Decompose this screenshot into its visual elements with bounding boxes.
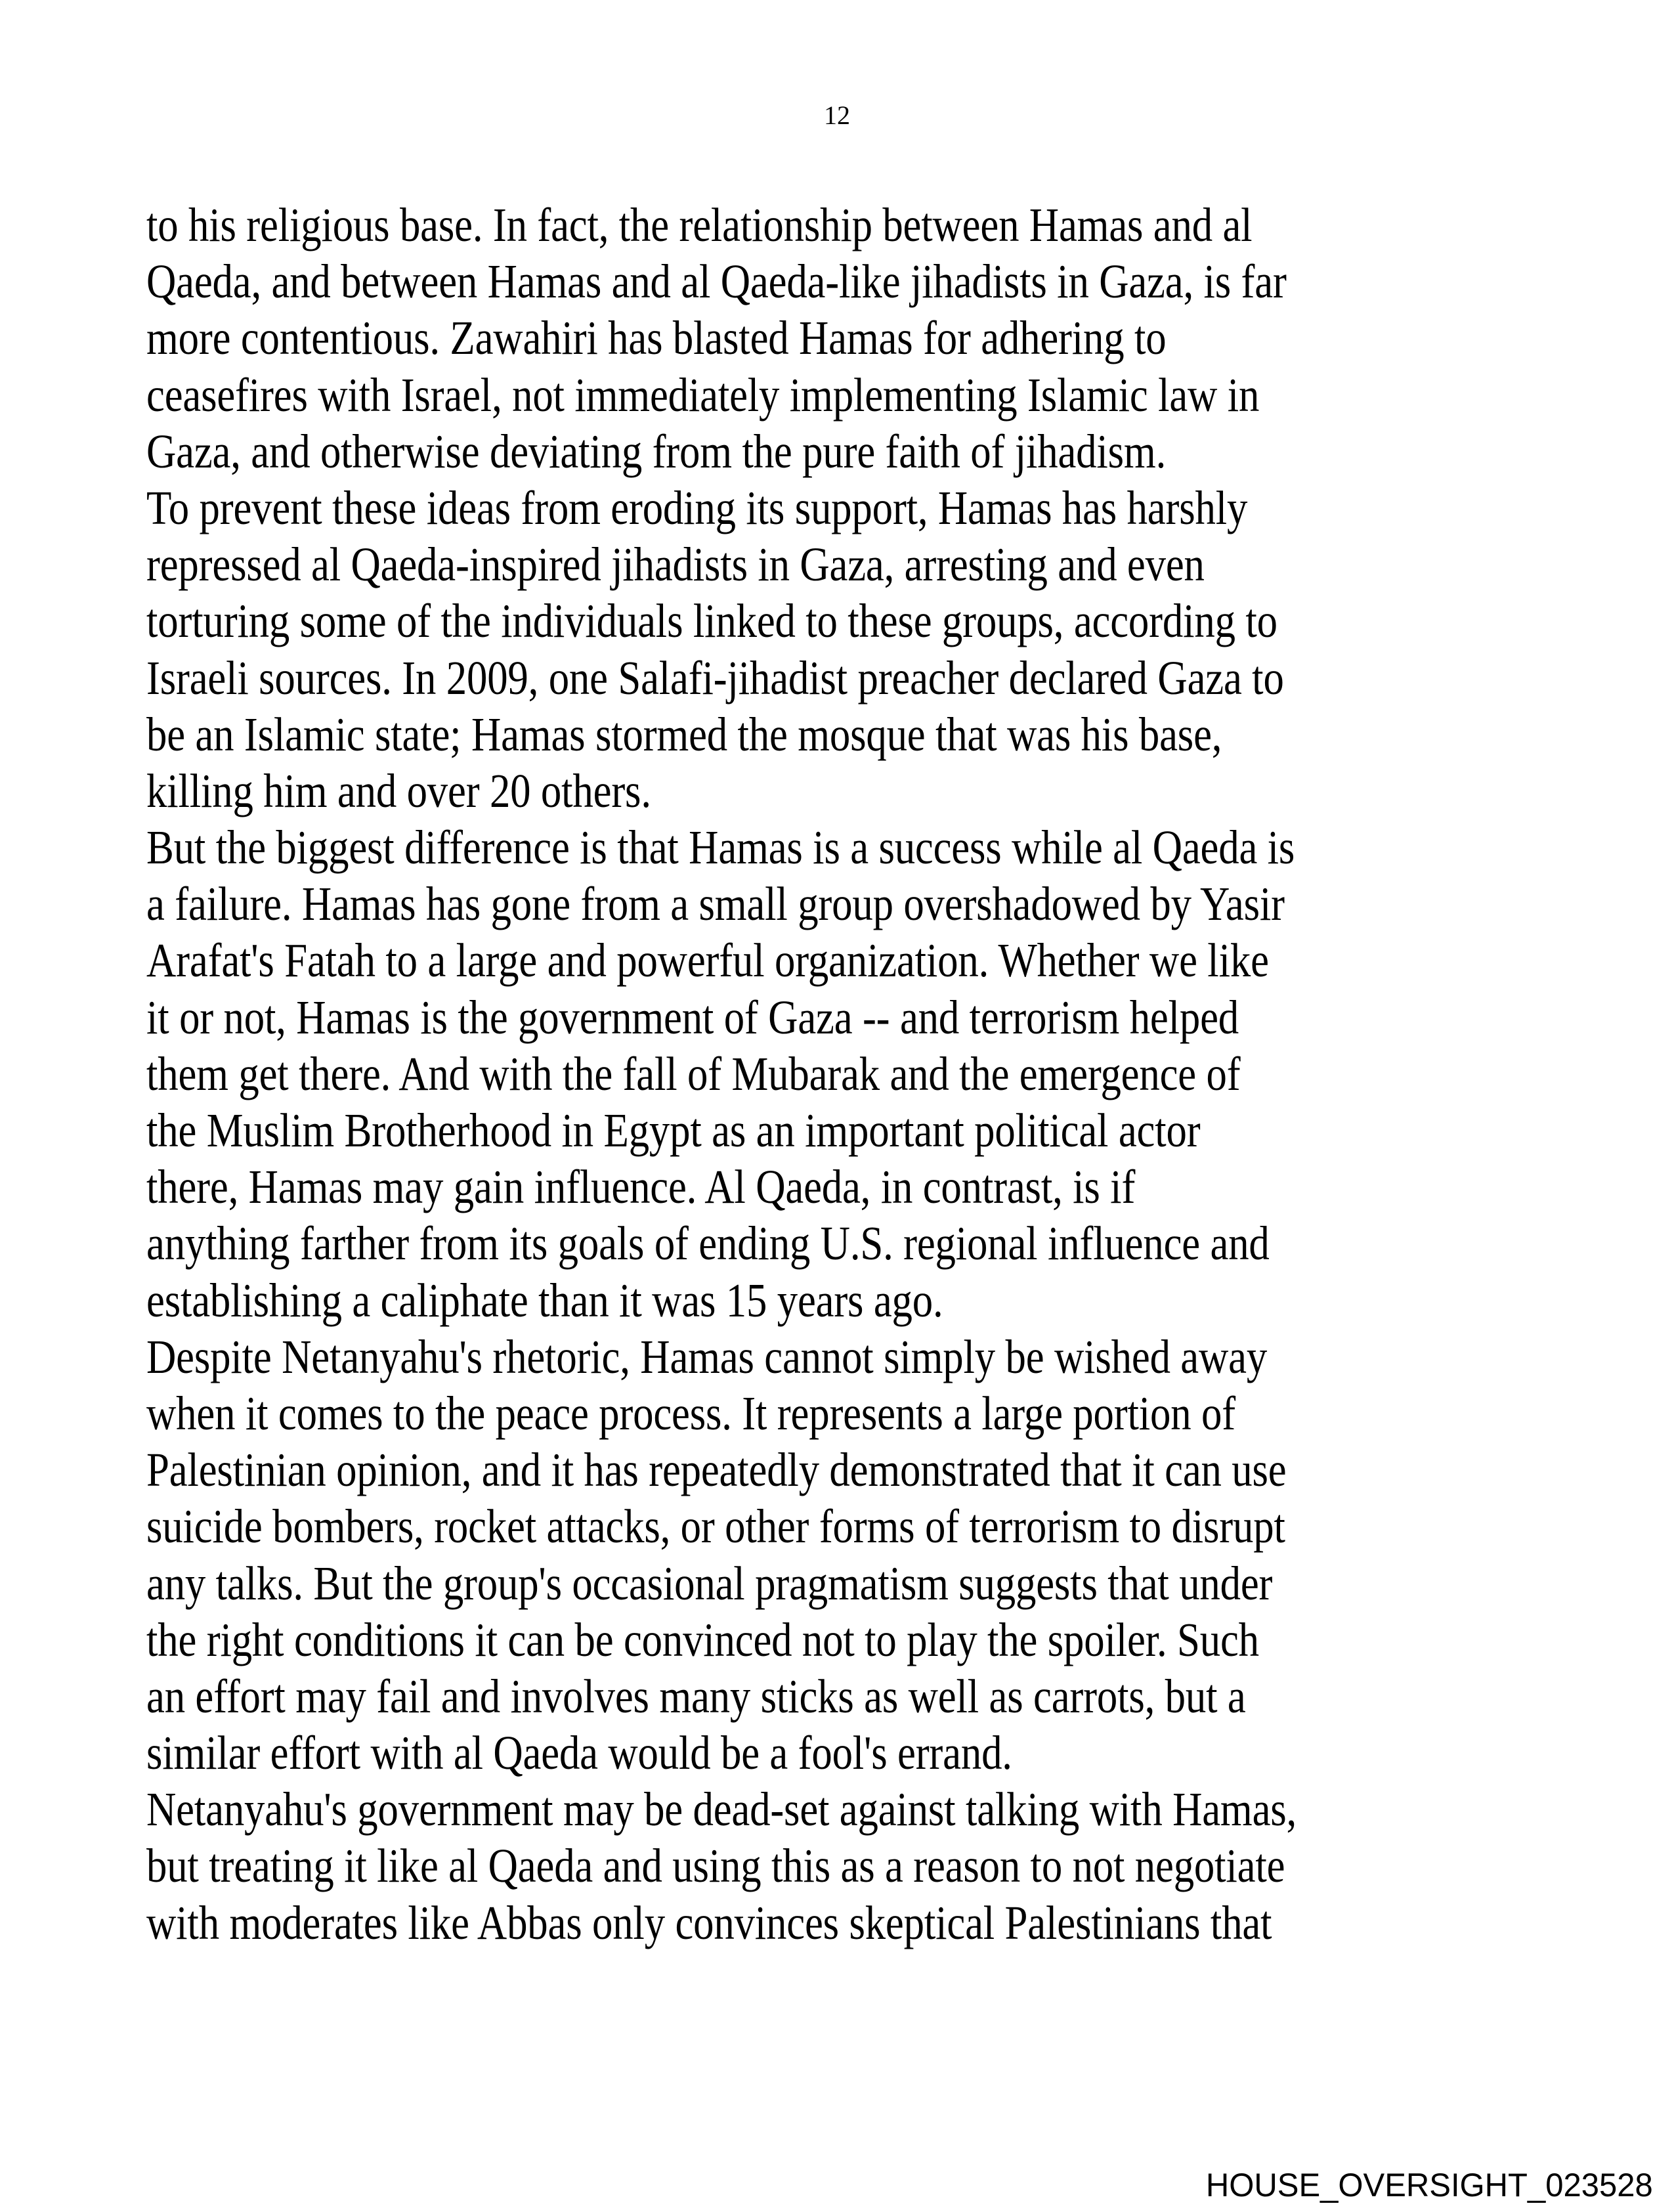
text-line: there, Hamas may gain influence. Al Qaeda, in contrast, is if	[146, 1160, 1136, 1214]
paragraph-4	[146, 1329, 1558, 1782]
text-line: ceasefires with Israel, not immediately implementing Islamic law in	[146, 368, 1260, 422]
text-line: an effort may fail and involves many sticks as well as carrots, but a	[146, 1669, 1246, 1723]
text-line: anything farther from its goals of ending U.S. regional influence and	[146, 1217, 1270, 1270]
text-line: Israeli sources. In 2009, one Salafi-jihadist preacher declared Gaza to	[146, 651, 1284, 705]
text-line: more contentious. Zawahiri has blasted Hamas for adhering to	[146, 311, 1167, 365]
text-line: Palestinian opinion, and it has repeatedly demonstrated that it can use	[146, 1443, 1287, 1497]
text-line: to his religious base. In fact, the relationship between Hamas and al	[146, 198, 1253, 251]
text-line: torturing some of the individuals linked to these groups, according to	[146, 594, 1277, 648]
text-line: Gaza, and otherwise deviating from the pure faith of jihadism.	[146, 424, 1167, 478]
text-line: But the biggest difference is that Hamas is a success while al Qaeda is	[146, 821, 1295, 875]
text-line: the Muslim Brotherhood in Egypt as an important political actor	[146, 1104, 1201, 1157]
bates-stamp: HOUSE_OVERSIGHT_023528	[1206, 2167, 1653, 2203]
text-line: it or not, Hamas is the government of Gaza -- and terrorism helped	[146, 990, 1239, 1044]
text-line: the right conditions it can be convinced not to play the spoiler. Such	[146, 1613, 1259, 1666]
text-line: but treating it like al Qaeda and using this as a reason to not negotiate	[146, 1839, 1285, 1893]
text-line: Qaeda, and between Hamas and al Qaeda-like jihadists in Gaza, is far	[146, 255, 1287, 309]
text-line: Despite Netanyahu's rhetoric, Hamas cannot simply be wished away	[146, 1330, 1268, 1383]
text-line: Netanyahu's government may be dead-set against talking with Hamas,	[146, 1783, 1297, 1836]
text-line: To prevent these ideas from eroding its support, Hamas has harshly	[146, 481, 1248, 534]
paragraph-3	[146, 819, 1558, 1329]
paragraph-2	[146, 480, 1558, 819]
body-text	[146, 197, 1558, 1951]
text-line: a failure. Hamas has gone from a small group overshadowed by Yasir	[146, 877, 1285, 931]
text-line: repressed al Qaeda-inspired jihadists in Gaza, arresting and even	[146, 538, 1205, 592]
text-line: with moderates like Abbas only convinces skeptical Palestinians that	[146, 1896, 1272, 1949]
text-line: any talks. But the group's occasional pragmatism suggests that under	[146, 1556, 1273, 1610]
text-line: be an Islamic state; Hamas stormed the mosque that was his base,	[146, 707, 1222, 761]
text-line: when it comes to the peace process. It represents a large portion of	[146, 1386, 1235, 1440]
text-line: establishing a caliphate than it was 15 years ago.	[146, 1273, 943, 1327]
text-line: them get there. And with the fall of Mubarak and the emergence of	[146, 1047, 1241, 1100]
text-line: killing him and over 20 others.	[146, 764, 651, 817]
paragraph-1	[146, 197, 1558, 480]
paragraph-5	[146, 1781, 1558, 1951]
text-line: similar effort with al Qaeda would be a fool's errand.	[146, 1726, 1012, 1780]
text-line: suicide bombers, rocket attacks, or other forms of terrorism to disrupt	[146, 1500, 1285, 1553]
text-line: Arafat's Fatah to a large and powerful organization. Whether we like	[146, 934, 1269, 987]
page-number: 12	[824, 100, 850, 130]
